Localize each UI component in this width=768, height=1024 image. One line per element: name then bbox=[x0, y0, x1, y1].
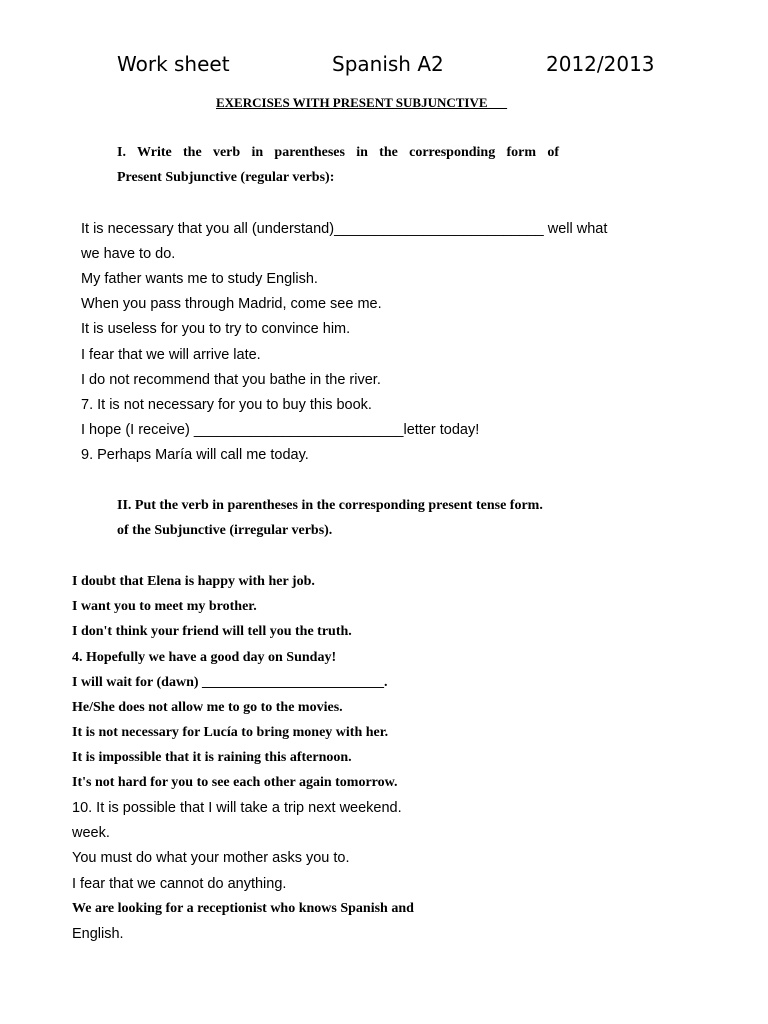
exercise2-line: I don't think your friend will tell you the truth. bbox=[72, 624, 352, 639]
exercise1-line: My father wants me to study English. bbox=[81, 271, 318, 287]
header-year: 2012/2013 bbox=[546, 52, 655, 76]
exercise2-line: He/She does not allow me to go to the movies. bbox=[72, 700, 343, 715]
exercise2-line: It's not hard for you to see each other again tomorrow. bbox=[72, 775, 398, 790]
exercise2-line: It is not necessary for Lucía to bring money with her. bbox=[72, 725, 389, 740]
exercise2-line: English. bbox=[72, 926, 124, 942]
exercise1-line: It is necessary that you all (understand)__________________________ well what bbox=[81, 221, 608, 237]
exercise1-line: It is useless for you to try to convince him. bbox=[81, 321, 351, 337]
exercise2-line: I fear that we cannot do anything. bbox=[72, 876, 287, 892]
exercise1-line: When you pass through Madrid, come see me. bbox=[81, 296, 382, 312]
header-label: Work sheet bbox=[117, 52, 230, 76]
section2-instruction-line1: II. Put the verb in parentheses in the corresponding present tense form. bbox=[117, 498, 543, 513]
exercise2-line: 10. It is possible that I will take a trip next weekend. bbox=[72, 800, 402, 816]
header-course: Spanish A2 bbox=[332, 52, 444, 76]
exercise2-line: You must do what your mother asks you to. bbox=[72, 850, 350, 866]
exercise2-line: I want you to meet my brother. bbox=[72, 599, 257, 614]
exercise2-line: I will wait for (dawn) __________________________. bbox=[72, 675, 388, 690]
exercise2-line: I doubt that Elena is happy with her job. bbox=[72, 574, 315, 589]
exercise1-line: 9. Perhaps María will call me today. bbox=[81, 447, 309, 463]
section1-instruction-line2: Present Subjunctive (regular verbs): bbox=[117, 170, 335, 185]
exercise1-line: 7. It is not necessary for you to buy this book. bbox=[81, 397, 372, 413]
page-title: EXERCISES WITH PRESENT SUBJUNCTIVE___ bbox=[216, 95, 508, 110]
exercise1-line: we have to do. bbox=[81, 246, 176, 262]
exercise2-line: It is impossible that it is raining this afternoon. bbox=[72, 750, 352, 765]
exercise2-line: We are looking for a receptionist who knows Spanish and bbox=[72, 901, 414, 916]
exercise2-line: week. bbox=[72, 825, 110, 841]
exercise1-line: I hope (I receive) __________________________letter today! bbox=[81, 422, 480, 438]
exercise2-line: 4. Hopefully we have a good day on Sunday! bbox=[72, 650, 337, 665]
exercise1-line: I do not recommend that you bathe in the river. bbox=[81, 372, 381, 388]
exercise1-line: I fear that we will arrive late. bbox=[81, 347, 261, 363]
section1-instruction-line1: I. Write the verb in parentheses in the corresponding form of bbox=[117, 145, 559, 160]
section2-instruction-line2: of the Subjunctive (irregular verbs). bbox=[117, 523, 333, 538]
